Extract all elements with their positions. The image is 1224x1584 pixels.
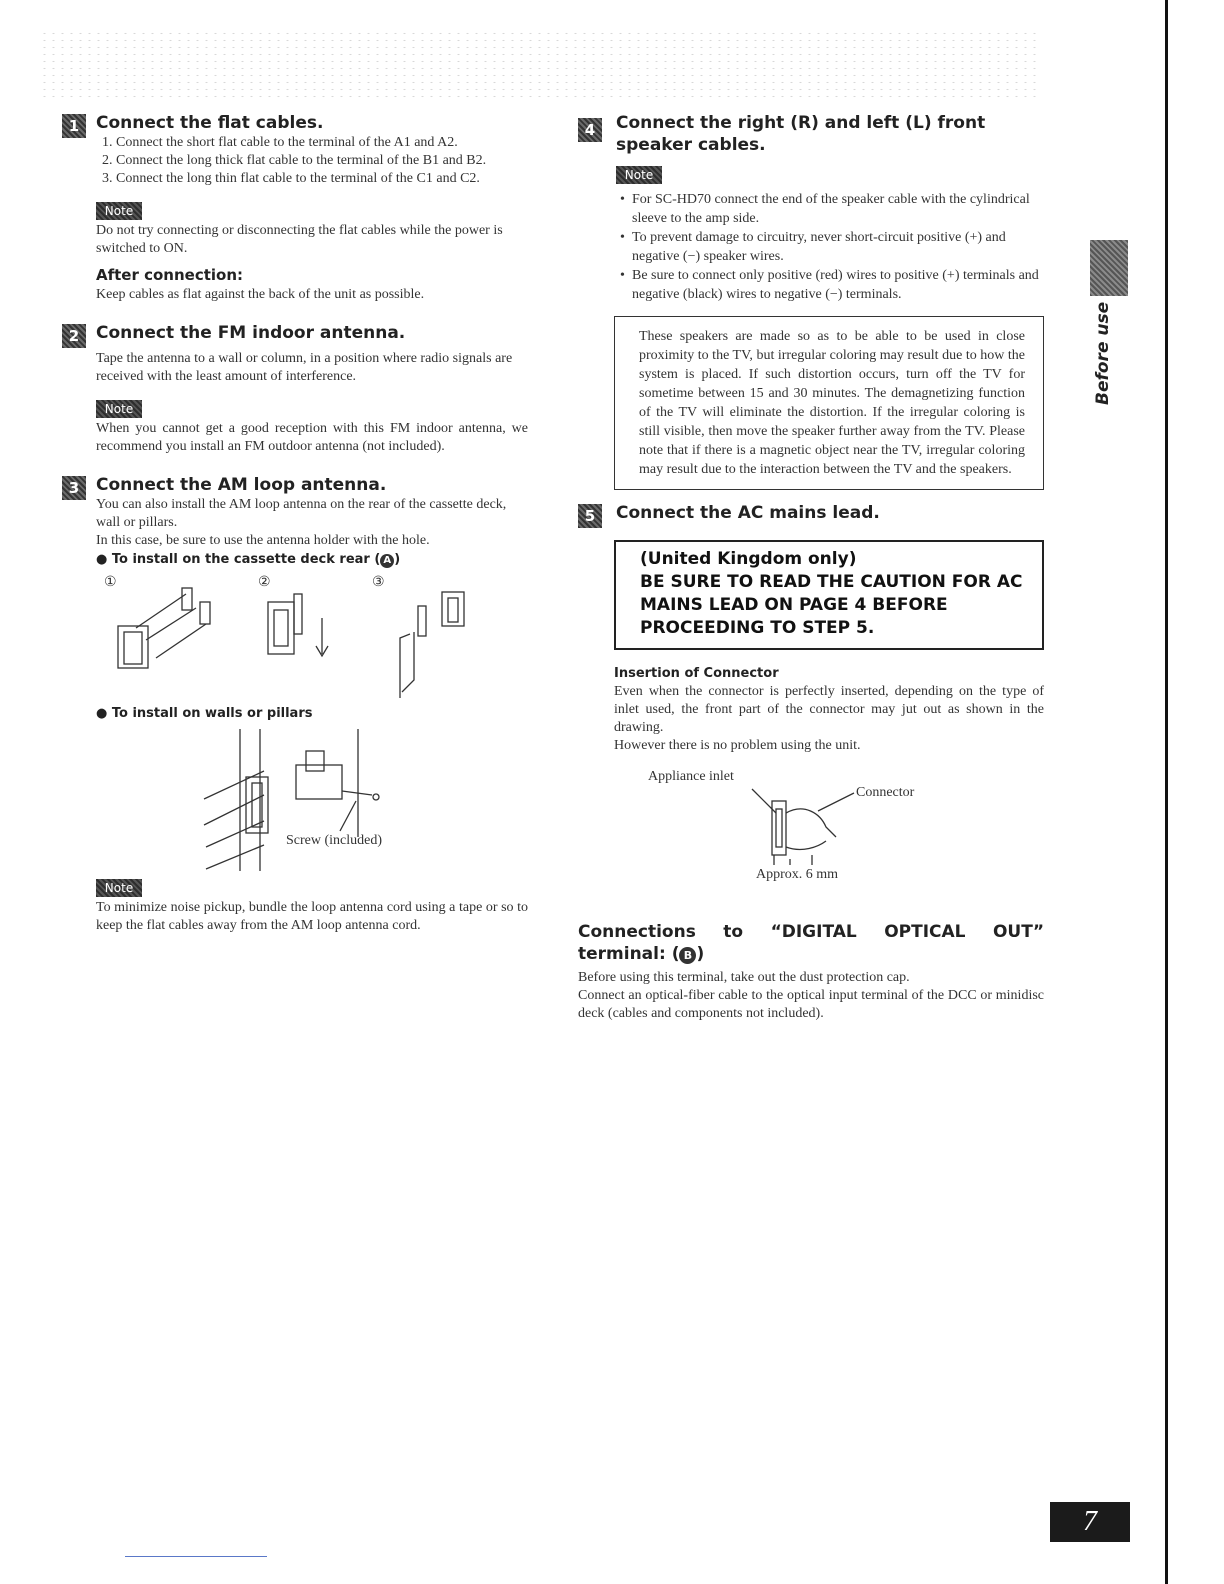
section-tab-marker [1090, 240, 1128, 296]
step-2-number: 2 [62, 324, 86, 348]
step-1-heading [62, 112, 528, 134]
list-item: • Be sure to connect only positive (red) wires to positive (+) terminals and negative (black) wires to negative (−) terminals. [624, 266, 1044, 304]
screw-label: Screw (included) [286, 833, 383, 848]
list-item: • For SC-HD70 connect the end of the speaker cable with the cylindrical sleeve to the amp side. [624, 190, 1044, 228]
cassette-rear-figure [96, 568, 528, 700]
step-1-list [62, 134, 528, 188]
appliance-inlet-label: Appliance inlet [648, 769, 734, 784]
step-3-number: 3 [62, 476, 86, 500]
step-5-number: 5 [578, 504, 602, 528]
note-badge: Note [96, 879, 142, 897]
uk-caution-box [614, 540, 1044, 650]
section-tab-label: Before use [1093, 301, 1113, 405]
left-column [62, 112, 528, 935]
step-2-note: When you cannot get a good reception with this FM indoor antenna, we recommend you install an FM outdoor antenna (not included). [96, 421, 528, 454]
tv-interference-box: These speakers are made so as to be able to be used in close proximity to the TV, but irregular coloring may result due to how the system is placed. If such distortion occurs, turn off the TV for sometime between 15 and 30 minutes. The demagnetizing function of the TV will eliminate the distortion. If the irregular coloring is still visible, then move the speaker further away from the TV. Please note that if there is a magnetic object near the TV, irregular coloring may result due to the interaction between the TV and the speakers. [614, 316, 1044, 490]
antenna-holder-drawing [96, 568, 516, 698]
step-3-text-2: In this case, be sure to use the antenna holder with the hole. [96, 533, 430, 548]
step-1-title: Connect the flat cables. [96, 113, 324, 133]
figure-step-label: ③ [372, 575, 385, 590]
step-5-heading [578, 502, 1044, 524]
figure-step-label: ① [104, 575, 117, 590]
note-badge: Note [96, 202, 142, 220]
step-2-text: Tape the antenna to a wall or column, in a position where radio signals are received with the least amount of interference. [96, 351, 513, 384]
connector-drawing [614, 763, 934, 867]
digital-optical-text-2: Connect an optical-fiber cable to the optical input terminal of the DCC or minidisc deck (cables and components not included). [578, 988, 1044, 1021]
step-1-note: Do not try connecting or disconnecting the flat cables while the power is switched to ON. [96, 223, 503, 256]
digital-optical-section [578, 921, 1044, 1023]
insertion-heading: Insertion of Connector [614, 666, 779, 681]
page-edge-rule [1165, 0, 1168, 1584]
step-3-heading [62, 474, 528, 496]
walls-pillars-instruction: ● To install on walls or pillars [96, 706, 313, 721]
step-3-text-1: You can also install the AM loop antenna on the rear of the cassette deck, wall or pillars. [96, 497, 507, 530]
wall-mount-figure [96, 721, 528, 871]
step-2-heading [62, 322, 528, 344]
list-item: 2. Connect the long thick flat cable to the terminal of the B1 and B2. [116, 152, 528, 170]
step-1-number: 1 [62, 114, 86, 138]
step-4-heading [578, 112, 1044, 156]
footer-underline [125, 1556, 267, 1557]
insertion-text: Even when the connector is perfectly inserted, depending on the type of inlet used, the front part of the connector may jut out as shown in the drawing. [614, 684, 1044, 735]
scan-noise-header [40, 30, 1040, 100]
caution-text: BE SURE TO READ THE CAUTION FOR AC MAINS LEAD ON PAGE 4 BEFORE PROCEEDING TO STEP 5. [640, 572, 1023, 638]
figure-step-label: ② [258, 575, 271, 590]
label-b-icon: B [679, 947, 696, 964]
page-number: 7 [1050, 1502, 1130, 1542]
insertion-text-2: However there is no problem using the unit. [614, 738, 861, 753]
digital-optical-title: Connections to “DIGITAL OPTICAL OUT” terminal: ( B ) [578, 922, 1044, 964]
after-connection-heading: After connection: [96, 266, 244, 284]
note-badge: Note [96, 400, 142, 418]
list-item: 1. Connect the short flat cable to the terminal of the A1 and A2. [116, 134, 528, 152]
step-5-title: Connect the AC mains lead. [616, 503, 880, 523]
after-connection-text: Keep cables as flat against the back of the unit as possible. [96, 287, 425, 302]
connector-label: Connector [856, 785, 915, 800]
right-column [578, 112, 1044, 1023]
note-badge: Note [616, 166, 662, 184]
step-3-title: Connect the AM loop antenna. [96, 475, 387, 495]
label-a-icon: A [380, 554, 394, 568]
cassette-rear-instruction: ● To install on the cassette deck rear ( A ) [96, 552, 401, 567]
caution-region: (United Kingdom only) [640, 549, 857, 569]
step-4-title: Connect the right (R) and left (L) front speaker cables. [616, 113, 986, 155]
list-item: 3. Connect the long thin flat cable to the terminal of the C1 and C2. [116, 170, 528, 188]
step-4-number: 4 [578, 118, 602, 142]
digital-optical-text-1: Before using this terminal, take out the dust protection cap. [578, 970, 910, 985]
connector-figure [614, 763, 1044, 881]
approx-label: Approx. 6 mm [756, 867, 839, 882]
step-4-note-list [624, 190, 1044, 304]
step-2-title: Connect the FM indoor antenna. [96, 323, 406, 343]
step-3-note: To minimize noise pickup, bundle the loop antenna cord using a tape or so to keep the flat cables away from the AM loop antenna cord. [96, 900, 528, 933]
list-item: • To prevent damage to circuitry, never short-circuit positive (+) and negative (−) speaker wires. [624, 228, 1044, 266]
